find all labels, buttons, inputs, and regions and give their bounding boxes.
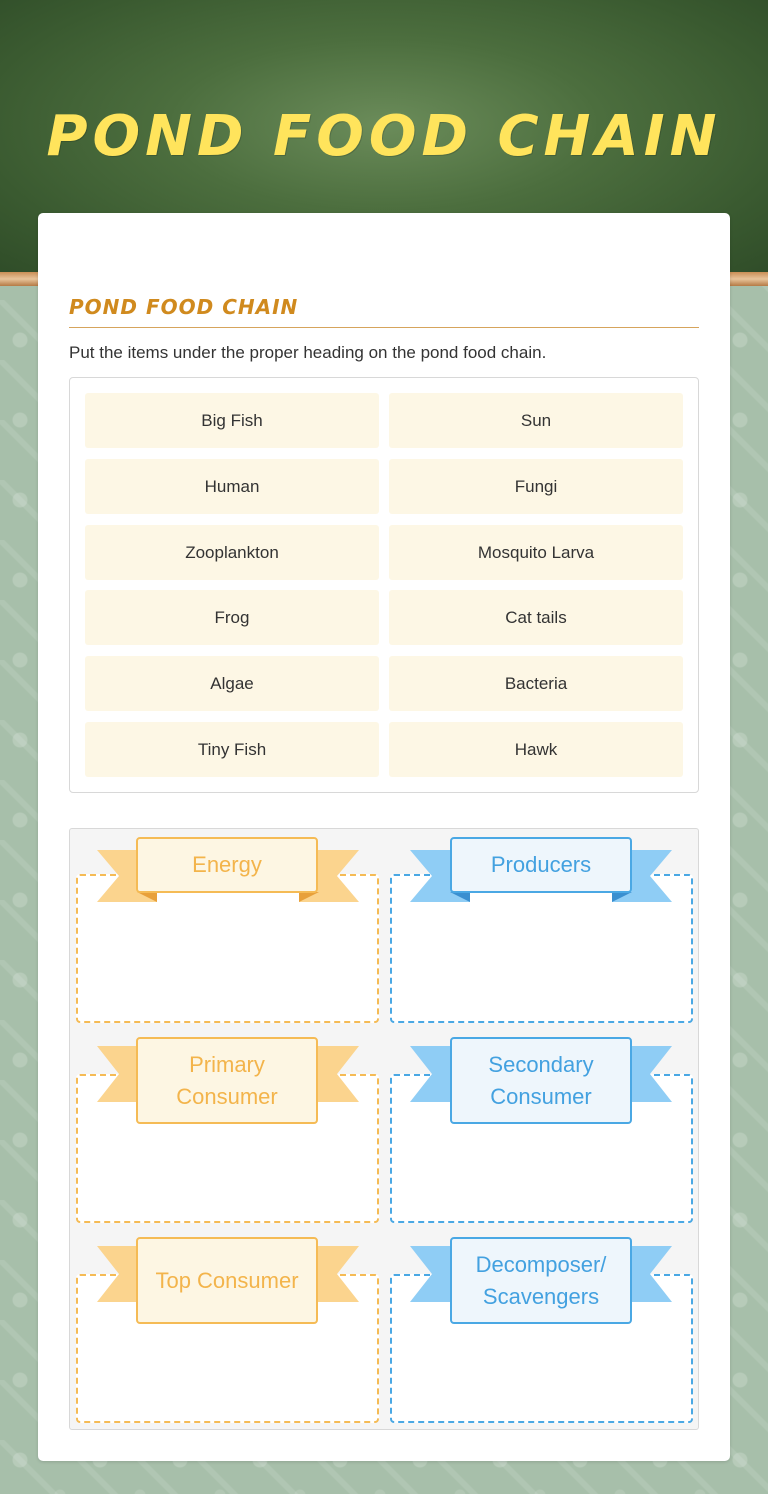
drag-item[interactable]: Fungi <box>389 459 683 514</box>
category-label-producers: Producers <box>450 837 632 893</box>
page-title: POND FOOD CHAIN <box>46 104 722 169</box>
drag-item[interactable]: Mosquito Larva <box>389 525 683 580</box>
drag-item[interactable]: Bacteria <box>389 656 683 711</box>
drag-item[interactable]: Frog <box>85 590 379 645</box>
question-card <box>38 213 730 1461</box>
drag-item[interactable]: Zooplankton <box>85 525 379 580</box>
question-instructions: Put the items under the proper heading on the pond food chain. <box>69 343 547 362</box>
drag-item[interactable]: Big Fish <box>85 393 379 448</box>
question-title: POND FOOD CHAIN <box>69 295 699 328</box>
categories-area <box>69 828 699 1430</box>
category-label-energy: Energy <box>136 837 318 893</box>
category-label-top-consumer: Top Consumer <box>136 1237 318 1324</box>
drag-item[interactable]: Sun <box>389 393 683 448</box>
category-label-decomposer-scavengers: Decomposer/ Scavengers <box>450 1237 632 1324</box>
draggable-items-pool <box>69 377 699 793</box>
drag-item[interactable]: Hawk <box>389 722 683 777</box>
drag-item[interactable]: Tiny Fish <box>85 722 379 777</box>
drag-item[interactable]: Human <box>85 459 379 514</box>
drag-item[interactable]: Cat tails <box>389 590 683 645</box>
category-label-primary-consumer: Primary Consumer <box>136 1037 318 1124</box>
category-label-secondary-consumer: Secondary Consumer <box>450 1037 632 1124</box>
drag-item[interactable]: Algae <box>85 656 379 711</box>
